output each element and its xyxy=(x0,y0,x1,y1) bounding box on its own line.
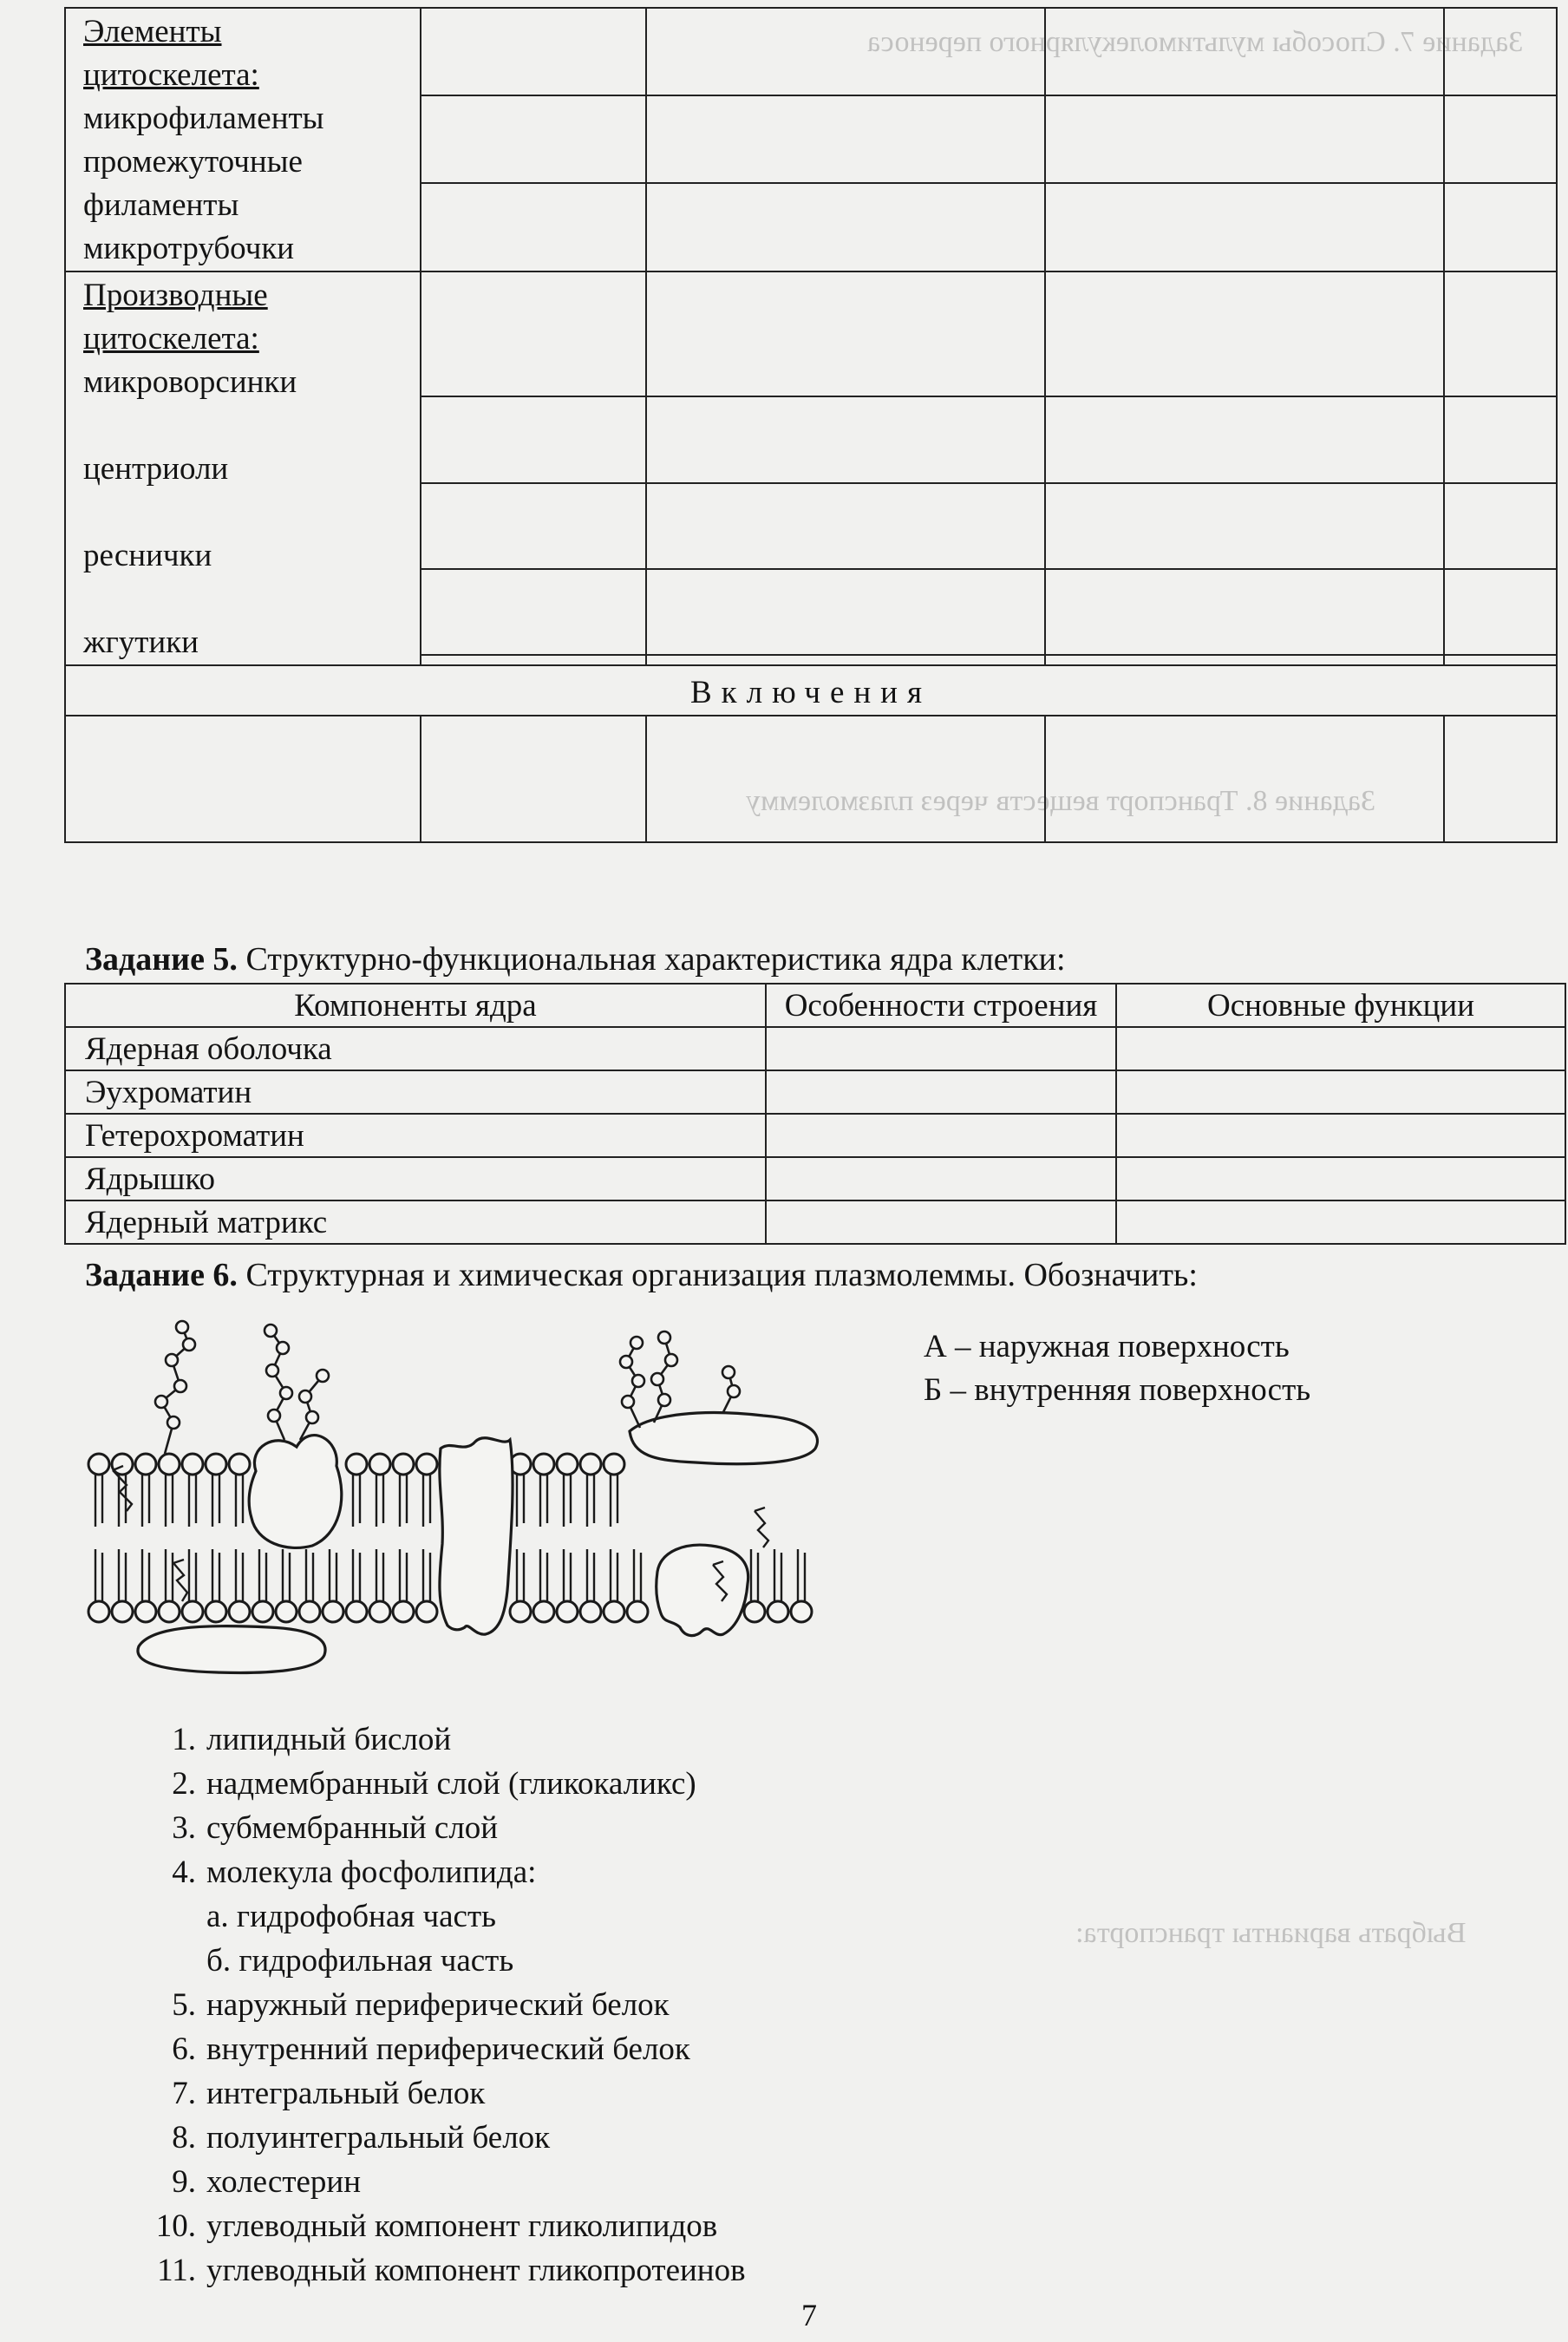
sugar-residue xyxy=(268,1410,280,1422)
phospholipid-head xyxy=(252,1601,273,1622)
phospholipid-head xyxy=(135,1454,156,1475)
semi-integral-protein xyxy=(249,1436,342,1548)
empty-cell[interactable] xyxy=(421,483,646,569)
phospholipid-head xyxy=(604,1454,624,1475)
empty-cell[interactable] xyxy=(646,483,1045,569)
list-item-text: субмембранный слой xyxy=(206,1810,499,1846)
empty-cell[interactable] xyxy=(1444,655,1557,665)
header-functions: Основные функции xyxy=(1116,984,1565,1027)
list-item-number: 11. xyxy=(157,2253,196,2288)
list-item-number: 1. xyxy=(172,1722,196,1757)
task5-title: Структурно-функциональная характеристика ядра клетки: xyxy=(245,941,1066,978)
sugar-residue xyxy=(266,1364,278,1377)
phospholipid-head xyxy=(510,1601,531,1622)
phospholipid-head xyxy=(299,1601,320,1622)
list-item xyxy=(130,2027,746,2071)
sugar-residue xyxy=(167,1416,180,1429)
fatty-acid-tail xyxy=(423,1549,430,1601)
empty-cell[interactable] xyxy=(1045,271,1444,396)
functions-cell[interactable] xyxy=(1116,1157,1565,1200)
sugar-residue xyxy=(176,1321,188,1333)
sugar-residue xyxy=(658,1394,670,1406)
sugar-residue xyxy=(620,1356,632,1368)
empty-cell[interactable] xyxy=(421,569,646,655)
list-item xyxy=(130,1894,746,1939)
list-item xyxy=(130,2116,746,2160)
list-item xyxy=(130,1939,746,1983)
fatty-acid-tail xyxy=(611,1549,617,1601)
fatty-acid-tail xyxy=(587,1475,594,1527)
sugar-residue xyxy=(183,1338,195,1351)
phospholipid-head xyxy=(533,1454,554,1475)
sugar-residue xyxy=(277,1342,289,1354)
microvilli-label: микроворсинки xyxy=(83,364,297,400)
empty-cell[interactable] xyxy=(421,8,646,95)
fatty-acid-tail xyxy=(283,1549,290,1601)
empty-cell[interactable] xyxy=(1444,716,1557,842)
fatty-acid-tail xyxy=(751,1549,758,1601)
phospholipid-head xyxy=(627,1601,648,1622)
fatty-acid-tail xyxy=(142,1475,149,1527)
list-item-number: 7. xyxy=(172,2076,196,2111)
fatty-acid-tail xyxy=(376,1475,383,1527)
phospholipid-head xyxy=(88,1454,109,1475)
list-item-text: интегральный белок xyxy=(206,2076,486,2111)
list-item-text: молекула фосфолипида: xyxy=(206,1855,537,1890)
carbohydrate-chain xyxy=(300,1376,323,1440)
sugar-residue xyxy=(658,1331,670,1344)
functions-cell[interactable] xyxy=(1116,1027,1565,1070)
flagella-label: жгутики xyxy=(83,625,199,660)
header-structure: Особенности строения xyxy=(766,984,1116,1027)
sugar-residue xyxy=(166,1354,178,1366)
table-row xyxy=(65,1200,1565,1244)
sugar-residue xyxy=(280,1387,292,1399)
fatty-acid-tail xyxy=(798,1549,805,1601)
phospholipid-head xyxy=(791,1601,812,1622)
fatty-acid-tail xyxy=(587,1549,594,1601)
empty-cell[interactable] xyxy=(646,569,1045,655)
row-label: Ядрышко xyxy=(65,1157,766,1200)
fatty-acid-tail xyxy=(236,1549,243,1601)
centrioles-label: центриоли xyxy=(83,451,229,487)
phospholipid-head xyxy=(393,1454,414,1475)
functions-cell[interactable] xyxy=(1116,1114,1565,1157)
fatty-acid-tail xyxy=(774,1549,781,1601)
list-item-text: холестерин xyxy=(206,2164,362,2200)
phospholipid-head xyxy=(393,1601,414,1622)
fatty-acid-tail xyxy=(564,1549,571,1601)
fatty-acid-tail xyxy=(189,1475,196,1527)
list-item xyxy=(130,2071,746,2116)
derivatives-header: Производные xyxy=(83,278,268,313)
phospholipid-head xyxy=(346,1454,367,1475)
sugar-residue xyxy=(722,1366,735,1378)
fatty-acid-tail xyxy=(634,1549,641,1601)
sugar-residue xyxy=(306,1411,318,1423)
empty-cell[interactable] xyxy=(421,396,646,483)
table-row xyxy=(65,1070,1565,1114)
fatty-acid-tail xyxy=(236,1475,243,1527)
phospholipid-head xyxy=(369,1454,390,1475)
fatty-acid-tail xyxy=(376,1549,383,1601)
empty-cell[interactable] xyxy=(1045,183,1444,271)
semi-integral-protein-inner xyxy=(657,1545,748,1635)
sugar-residue xyxy=(317,1370,329,1382)
empty-cell[interactable] xyxy=(1444,95,1557,184)
empty-cell[interactable] xyxy=(421,271,646,396)
page-number: 7 xyxy=(801,2298,817,2332)
bleed-through-text: Задание 8. Транспорт веществ через плазмолемму xyxy=(746,785,1376,817)
cytoskeleton-elements-cell xyxy=(65,8,421,271)
fatty-acid-tail xyxy=(166,1549,173,1601)
fatty-acid-tail xyxy=(259,1549,266,1601)
list-item xyxy=(130,1983,746,2027)
list-item-text: надмембранный слой (гликокаликс) xyxy=(206,1766,696,1802)
structure-cell[interactable] xyxy=(766,1070,1116,1114)
phospholipid-head xyxy=(159,1454,180,1475)
fatty-acid-tail xyxy=(166,1475,173,1527)
intermediate-label-2: филаменты xyxy=(83,187,239,223)
phospholipid-head xyxy=(580,1601,601,1622)
structure-cell[interactable] xyxy=(766,1200,1116,1244)
legend-inner-surface: Б – внутренняя поверхность xyxy=(924,1372,1311,1408)
inclusions-header: Включения xyxy=(65,665,1557,716)
empty-cell[interactable] xyxy=(646,655,1045,665)
empty-cell[interactable] xyxy=(646,716,1045,842)
phospholipid-head xyxy=(369,1601,390,1622)
sugar-residue xyxy=(622,1396,634,1408)
empty-cell[interactable] xyxy=(1444,569,1557,655)
phospholipid-head xyxy=(88,1601,109,1622)
empty-cell[interactable] xyxy=(1045,95,1444,184)
empty-cell[interactable] xyxy=(65,716,421,842)
fatty-acid-tail xyxy=(540,1549,547,1601)
empty-cell[interactable] xyxy=(421,183,646,271)
sugar-residue xyxy=(265,1325,277,1337)
row-label: Гетерохроматин xyxy=(65,1114,766,1157)
task6-heading xyxy=(85,1255,1198,1295)
list-item-text: углеводный компонент гликопротеинов xyxy=(206,2253,746,2288)
list-item xyxy=(130,2248,746,2293)
empty-cell[interactable] xyxy=(1444,183,1557,271)
phospholipid-head xyxy=(580,1454,601,1475)
empty-cell[interactable] xyxy=(1444,483,1557,569)
phospholipid-head xyxy=(182,1454,203,1475)
phospholipid-head xyxy=(346,1601,367,1622)
empty-cell[interactable] xyxy=(1045,8,1444,95)
fatty-acid-tail xyxy=(306,1549,313,1601)
list-item xyxy=(130,1717,746,1762)
task6-label: Задание 6. xyxy=(85,1257,238,1293)
fatty-acid-tail xyxy=(212,1475,219,1527)
row-label: Ядерная оболочка xyxy=(65,1027,766,1070)
fatty-acid-tail xyxy=(517,1475,524,1527)
fatty-acid-tail xyxy=(540,1475,547,1527)
empty-cell[interactable] xyxy=(1444,8,1557,95)
phospholipid-head xyxy=(557,1601,578,1622)
empty-cell[interactable] xyxy=(1045,483,1444,569)
phospholipid-head xyxy=(182,1601,203,1622)
empty-cell[interactable] xyxy=(646,8,1045,95)
fatty-acid-tail xyxy=(353,1475,360,1527)
empty-cell[interactable] xyxy=(421,655,646,665)
fatty-acid-tail xyxy=(611,1475,617,1527)
list-item xyxy=(130,1850,746,1894)
fatty-acid-tail xyxy=(119,1549,126,1601)
intermediate-label-1: промежуточные xyxy=(83,144,303,180)
microtubules-label: микротрубочки xyxy=(83,231,295,266)
phospholipid-head xyxy=(276,1601,297,1622)
fatty-acid-tail xyxy=(330,1549,336,1601)
nucleus-table xyxy=(64,983,1566,1245)
phospholipid-head xyxy=(206,1601,226,1622)
functions-cell[interactable] xyxy=(1116,1070,1565,1114)
empty-cell[interactable] xyxy=(646,396,1045,483)
derivatives-header-2: цитоскелета: xyxy=(83,321,259,357)
phospholipid-head xyxy=(744,1601,765,1622)
table-row xyxy=(65,1114,1565,1157)
fatty-acid-tail xyxy=(353,1549,360,1601)
list-item xyxy=(130,1806,746,1850)
phospholipid-head xyxy=(112,1601,133,1622)
fatty-acid-tail xyxy=(400,1549,407,1601)
elements-header-2: цитоскелета: xyxy=(83,57,259,93)
phospholipid-head xyxy=(206,1454,226,1475)
fatty-acid-tail xyxy=(95,1549,102,1601)
task5-heading xyxy=(85,939,1066,979)
sugar-residue xyxy=(728,1385,740,1397)
list-item-number: 3. xyxy=(172,1810,196,1846)
list-item-text: б. гидрофильная часть xyxy=(206,1943,514,1979)
fatty-acid-tail xyxy=(517,1549,524,1601)
list-item-number: 5. xyxy=(172,1987,196,2023)
structure-cell[interactable] xyxy=(766,1114,1116,1157)
phospholipid-head xyxy=(416,1454,437,1475)
cytoskeleton-table xyxy=(64,7,1558,843)
list-item-number: 10. xyxy=(155,2208,196,2244)
sugar-residue xyxy=(299,1390,311,1403)
cytoskeleton-derivatives-cell xyxy=(65,271,421,665)
fatty-acid-tail xyxy=(400,1475,407,1527)
sugar-residue xyxy=(174,1380,186,1392)
outer-peripheral-protein xyxy=(630,1413,818,1464)
empty-cell[interactable] xyxy=(646,95,1045,184)
empty-cell[interactable] xyxy=(1444,271,1557,396)
list-item-number: 9. xyxy=(172,2164,196,2200)
list-item-text: наружный периферический белок xyxy=(206,1987,670,2023)
phospholipid-head xyxy=(533,1601,554,1622)
phospholipid-head xyxy=(768,1601,788,1622)
sugar-residue xyxy=(651,1373,663,1385)
table-row xyxy=(65,1027,1565,1070)
fatty-acid-tail xyxy=(212,1549,219,1601)
plasma-membrane-diagram xyxy=(78,1318,841,1691)
row-label: Эухроматин xyxy=(65,1070,766,1114)
empty-cell[interactable] xyxy=(1045,655,1444,665)
list-item-text: а. гидрофобная часть xyxy=(206,1899,497,1934)
cilia-label: реснички xyxy=(83,538,212,573)
list-item-number: 2. xyxy=(172,1766,196,1802)
empty-cell[interactable] xyxy=(421,716,646,842)
fatty-acid-tail xyxy=(95,1475,102,1527)
phospholipid-head xyxy=(229,1454,250,1475)
fatty-acid-tail xyxy=(189,1549,196,1601)
task5-label: Задание 5. xyxy=(85,941,238,978)
sugar-residue xyxy=(155,1396,167,1408)
phospholipid-head xyxy=(135,1601,156,1622)
inner-peripheral-protein xyxy=(138,1626,325,1673)
microfilaments-label: микрофиламенты xyxy=(83,101,324,136)
table-row xyxy=(65,1157,1565,1200)
phospholipid-head xyxy=(229,1601,250,1622)
structure-cell[interactable] xyxy=(766,1027,1116,1070)
phospholipid-head xyxy=(159,1601,180,1622)
list-item-number: 6. xyxy=(172,2031,196,2067)
phospholipid-head xyxy=(323,1601,343,1622)
bleed-through-text: Задание 7. Способы мультимолекулярного переноса xyxy=(867,26,1524,58)
list-item-text: полуинтегральный белок xyxy=(206,2120,551,2156)
list-item xyxy=(130,2204,746,2248)
list-item-text: внутренний периферический белок xyxy=(206,2031,690,2067)
elements-header: Элементы xyxy=(83,14,222,49)
empty-cell[interactable] xyxy=(646,271,1045,396)
empty-cell[interactable] xyxy=(1045,396,1444,483)
phospholipid-head xyxy=(604,1601,624,1622)
empty-cell[interactable] xyxy=(421,95,646,184)
fatty-acid-tail xyxy=(564,1475,571,1527)
fatty-acid-tail xyxy=(142,1549,149,1601)
phospholipid-head xyxy=(416,1601,437,1622)
legend-outer-surface: А – наружная поверхность xyxy=(924,1329,1290,1364)
empty-cell[interactable] xyxy=(1045,716,1444,842)
fatty-acid-tail xyxy=(423,1475,430,1527)
row-label: Ядерный матрикс xyxy=(65,1200,766,1244)
empty-cell[interactable] xyxy=(1444,396,1557,483)
sugar-residue xyxy=(665,1354,677,1366)
phospholipid-heads-outer xyxy=(88,1454,624,1475)
header-components: Компоненты ядра xyxy=(65,984,766,1027)
sugar-residue xyxy=(630,1337,643,1349)
membrane-components-list xyxy=(130,1717,746,2293)
list-item-text: липидный бислой xyxy=(206,1722,452,1757)
list-item xyxy=(130,2160,746,2204)
bleed-through-text: Выбрать варианты транспорта: xyxy=(1075,1917,1467,1949)
list-item-number: 8. xyxy=(172,2120,196,2156)
list-item-text: углеводный компонент гликолипидов xyxy=(206,2208,718,2244)
functions-cell[interactable] xyxy=(1116,1200,1565,1244)
sugar-residue xyxy=(632,1375,644,1387)
task6-title: Структурная и химическая организация плазмолеммы. Обозначить: xyxy=(245,1257,1198,1293)
structure-cell[interactable] xyxy=(766,1157,1116,1200)
list-item-number: 4. xyxy=(172,1855,196,1890)
integral-protein xyxy=(440,1438,513,1634)
empty-cell[interactable] xyxy=(1045,569,1444,655)
empty-cell[interactable] xyxy=(646,183,1045,271)
list-item xyxy=(130,1762,746,1806)
phospholipid-head xyxy=(557,1454,578,1475)
